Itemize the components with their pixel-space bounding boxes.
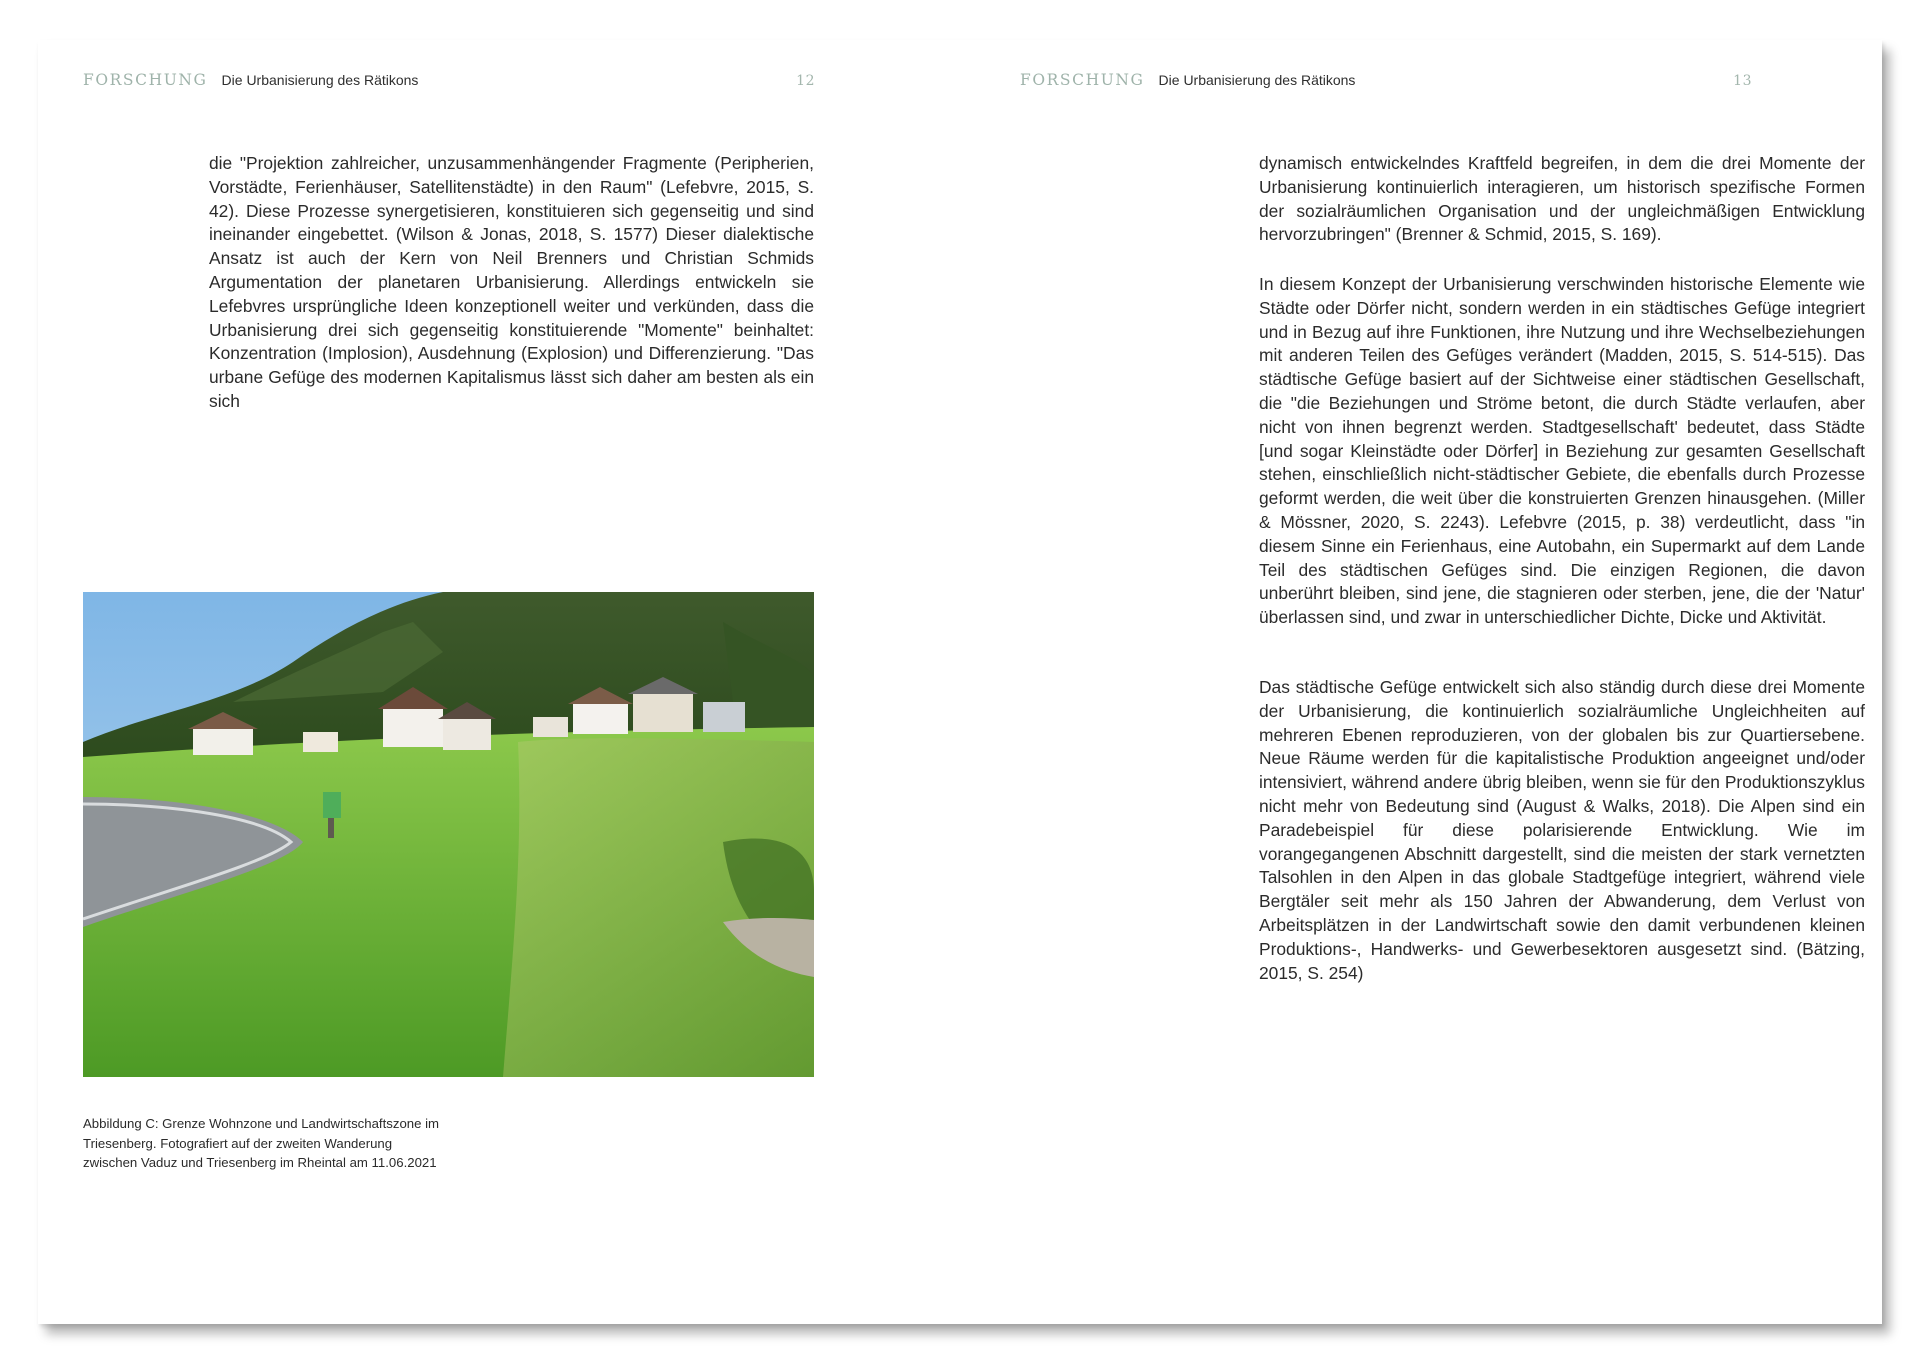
right-body-paragraph-3: Das städtische Gefüge entwickelt sich also ständig durch diese drei Momente der Urbanisierung, die kontinuierlich sozialräumliche Ungleichheiten auf mehreren Ebenen reproduzieren, von der globalen bis zur Quartiersebene. Neue Räume werden für die kapitalistische Produktion angeeignet und/oder intensiviert, während andere übrig bleiben, wenn sie für den Produktionszyklus nicht mehr von Bedeutung sind (August & Walks, 2018). Die Alpen sind ein Paradebeispiel für diese polarisierende Entwicklung. Wie im vorangegangenen Abschnitt dargestellt, sind die meisten der stark vernetzten Talsohlen in den Alpen in das globale Stadtgefüge integriert, während viele Bergtäler seit mehr als 150 Jahren der Abwanderung, dem Verlust von Arbeitsplätzen in der Landwirtschaft sowie den damit verbundenen kleinen Produktions-, Handwerks- und Gewerbesektoren ausgesetzt sind. (Bätzing, 2015, S. 254) xyxy=(1259,677,1865,983)
section-label: FORSCHUNG xyxy=(83,71,208,89)
figure-caption: Abbildung C: Grenze Wohnzone und Landwirtschaftszone im Triesenberg. Fotografiert auf der zweiten Wanderung zwischen Vaduz und Triesenberg im Rheintal am 11.06.2021 xyxy=(83,1116,440,1171)
left-body-paragraph: die "Projektion zahlreicher, unzusammenhängender Fragmente (Peripherien, Vorstädte, Ferienhäuser, Satellitenstädte) in den Raum" (Lefebvre, 2015, S. 42). Diese Prozesse synergetisieren, konstituieren sich gegenseitig und sind ineinander eingebettet. (Wilson & Jonas, 2018, S. 1577) Dieser dialektische Ansatz ist auch der Kern von Neil Brenners und Christian Schmids Argumentation der planetaren Urbanisierung. Allerdings entwickeln sie Lefebvres ursprüngliche Ideen konzeptionell weiter und verkünden, dass die Urbanisierung drei sich gegenseitig konstituierende "Momente" beinhaltet: Konzentration (Implosion), Ausdehnung (Explosion) und Differenzierung. "Das urbane Gefüge des modernen Kapitalismus lässt sich daher am besten als ein sich xyxy=(209,153,814,411)
right-page-header xyxy=(1020,71,1752,95)
left-page-header xyxy=(83,71,815,95)
landscape-photo xyxy=(83,592,814,1077)
running-title: Die Urbanisierung des Rätikons xyxy=(221,72,419,88)
left-page xyxy=(38,40,960,1324)
book-spread xyxy=(38,40,1882,1324)
page-number: 12 xyxy=(796,73,815,89)
page-number: 13 xyxy=(1733,73,1752,89)
right-page xyxy=(960,40,1882,1324)
running-title: Die Urbanisierung des Rätikons xyxy=(1158,72,1356,88)
right-body-paragraph-2: In diesem Konzept der Urbanisierung verschwinden historische Elemente wie Städte oder Dörfer nicht, sondern werden in ein städtisches Gefüge integriert und in Bezug auf ihre Funktionen, ihre Nutzung und ihre Wechselbeziehungen mit anderen Teilen des Gefüges verändert (Madden, 2015, S. 514-515). Das städtische Gefüge basiert auf der Sichtweise einer städtischen Gesellschaft, die "die Beziehungen und Ströme betont, die durch Städte verlaufen, aber nicht von ihnen begrenzt werden. Stadtgesellschaft' bedeutet, dass Städte [und sogar Kleinstädte oder Dörfer] in Beziehung zur gesamten Gesellschaft stehen, einschließlich nicht-städtischer Gebiete, die ebenfalls durch Prozesse geformt werden, die weit über die konstruierten Grenzen hinausgehen. (Miller & Mössner, 2020, S. 2243). Lefebvre (2015, p. 38) verdeutlicht, dass "in diesem Sinne ein Ferienhaus, eine Autobahn, ein Supermarkt auf dem Lande Teil des städtischen Gefüges sind. Die einzigen Regionen, die davon unberührt bleiben, sind jene, die stagnieren oder sterben, jene, die der 'Natur' überlassen sind, und zwar in unterschiedlicher Dichte, Dicke und Aktivität. xyxy=(1259,274,1865,628)
section-label: FORSCHUNG xyxy=(1020,71,1145,89)
right-body-paragraph-1: dynamisch entwickelndes Kraftfeld begreifen, in dem die drei Momente der Urbanisierung kontinuierlich interagieren, um historisch spezifische Formen der sozialräumlichen Organisation und der ungleichmäßigen Entwicklung hervorzubringen" (Brenner & Schmid, 2015, S. 169). xyxy=(1259,153,1865,245)
